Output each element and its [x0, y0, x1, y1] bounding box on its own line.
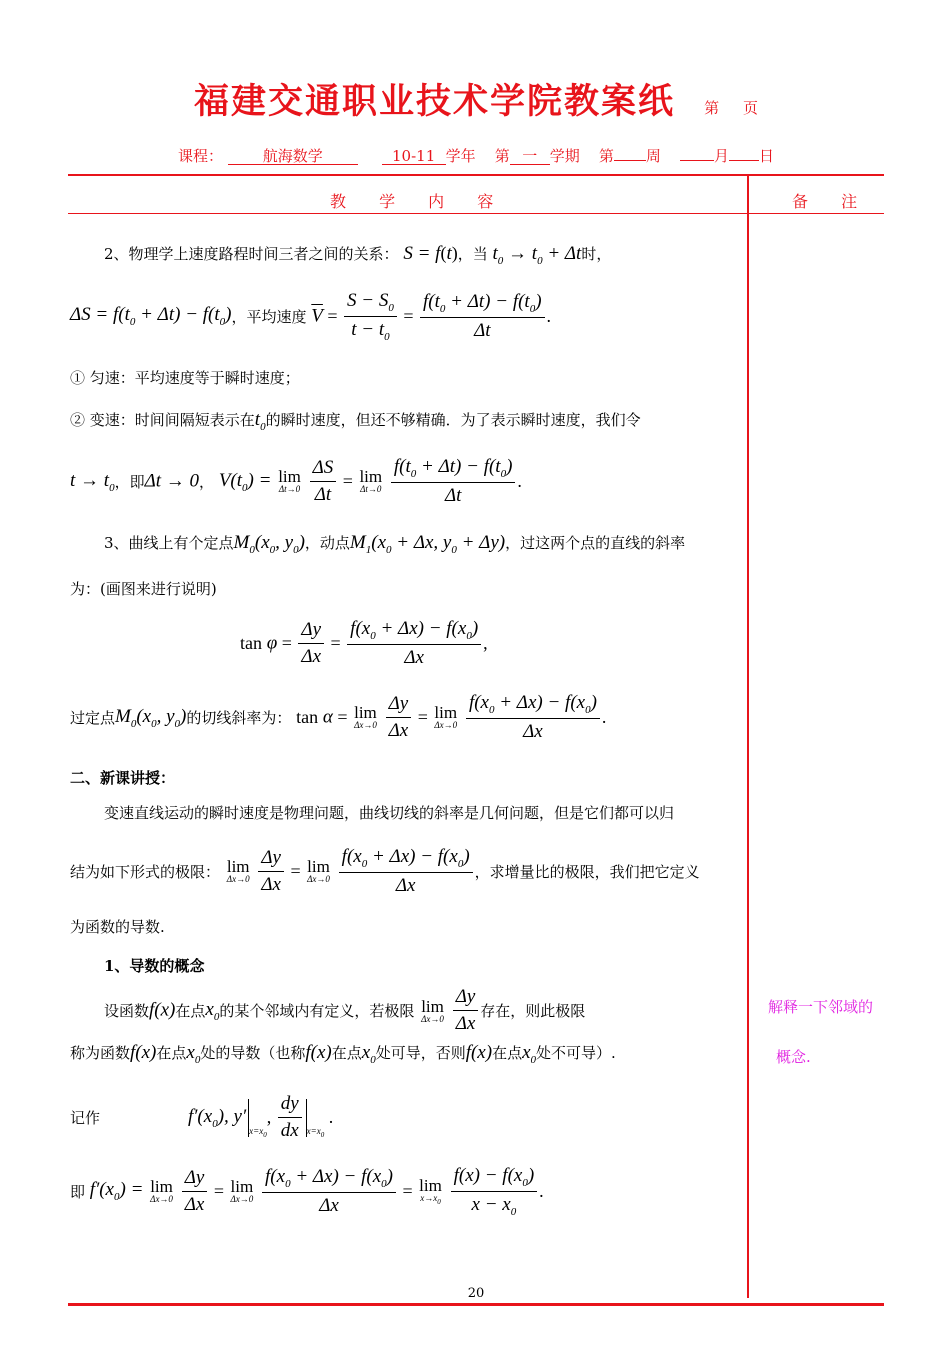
ie-label: ，即	[114, 472, 145, 491]
tangent-text-a: 过定点	[70, 708, 116, 727]
p2-time-text: 时，	[581, 245, 612, 263]
notation-label: 记作	[70, 1109, 101, 1127]
def-text-c: 的某个邻域内有定义，若极限	[219, 1002, 415, 1020]
delta-s-line: $\Delta S = f(t_0 + \Delta t) - f(t_0)$，平均速度 $\overline{V}$ = $\frac{S - S_0}{t - t_0}$ = $\frac{f(t_0 + \Delta t) - f(t_0)}{\Delta t}$ .	[70, 290, 552, 343]
course-name: 航海数学	[228, 148, 358, 165]
day-suffix: 日	[758, 147, 774, 165]
column-divider	[747, 176, 749, 1298]
note-neighborhood-line1: 解释一下邻域的	[768, 998, 874, 1016]
velocity-limit-line: $t \to t_0$，即Δt → 0， $V(t_0)$ = lim Δt→0 $\frac{\Delta S}{\Delta t}$ = lim Δt→0 $\frac{f(t_0 + \Delta t) - f(t_0)}{\Delta t}$ .	[70, 456, 522, 506]
page-label: 第 页	[704, 99, 758, 117]
item2-text-a: ② 变速：时间间隔短表示在	[70, 411, 255, 429]
term-suffix: 学期	[549, 147, 580, 165]
def-text-d: 存在，则此极限	[480, 1002, 586, 1020]
def-text-b: 在点	[175, 1002, 206, 1020]
def-text-a: 设函数	[104, 1002, 150, 1020]
def2-text-e: 处可导，否则	[375, 1044, 466, 1062]
month-blank	[680, 160, 714, 161]
year-suffix: 学年	[445, 147, 476, 165]
para-text-b: 结为如下形式的极限：	[70, 862, 221, 881]
header-top-rule	[68, 174, 884, 176]
fraction-f-over-dt: $\frac{f(t_0 + \Delta t) - f(t_0)}{\Delta t}$	[420, 291, 545, 342]
formula-delta-s: $\Delta S = f(t_0 + \Delta t) - f(t_0)$	[70, 304, 232, 329]
def2-text-g: 处不可导）.	[536, 1044, 616, 1062]
para-line-2: 结为如下形式的极限： lim Δx→0 $\frac{\Delta y}{\Delta x}$ = lim Δx→0 $\frac{f(x_0 + \Delta x) - f(x_0)}{\Delta x}$ ，求增量比的极限，我们把它定义	[70, 846, 700, 896]
fraction-s-over-t: $\frac{S - S_0}{t - t_0}$	[344, 290, 397, 343]
term-value: 一	[510, 148, 550, 165]
para-text-c: ，求增量比的极限，我们把它定义	[474, 862, 700, 881]
notation-formula: $f'(x_0)$, $y'_{x=x_0}$, $\frac{dy}{dx}$ $_{x=x_0}$ .	[188, 1093, 334, 1141]
derivative-definition-formula: 即 $f'(x_0)$ = lim Δx→0 $\frac{\Delta y}{\Delta x}$ = lim Δx→0 $\frac{f(x_0 + \Delta x) - f(x_0)}{\Delta x}$ = lim $x\to x_0$ $\frac{f(x) - f(x_0)}{x - x_0}$ .	[70, 1165, 544, 1218]
header-bottom-rule	[68, 213, 884, 214]
tan-phi-formula: tan φ = $\frac{\Delta y}{\Delta x}$ = $\frac{f(x_0 + \Delta x) - f(x_0)}{\Delta x}$ ,	[240, 618, 488, 668]
page-number: 20	[467, 1286, 485, 1301]
v-bar-symbol: $\overline{V}$	[311, 305, 323, 327]
section-heading-new-lesson: 二、新课讲授：	[70, 769, 176, 787]
m1-point: $M_1(x_0 + \Delta x$, $y_0 + \Delta y$)	[349, 532, 506, 556]
tangent-slope-line: 过定点$M_0(x_0$, $y_0$)的切线斜率为： tan α = lim Δx→0 $\frac{\Delta y}{\Delta x}$ = lim Δx→0 $\frac{f(x_0 + \Delta x) - f(x_0)}{\Delta x}$ .	[70, 692, 607, 742]
def2-text-d: 在点	[331, 1044, 362, 1062]
t0-symbol: $t_0$	[254, 409, 266, 433]
def2-text-b: 在点	[156, 1044, 187, 1062]
p2-line: 2、物理学上速度路程时间三者之间的关系： S = f(t)，当 $t_0 \to t_0 + \Delta t$时，	[104, 243, 612, 267]
item2-text-b: 的瞬时速度，但还不够精确．为了表示瞬时速度，我们令	[265, 411, 641, 429]
week-blank	[614, 160, 646, 161]
content-column-header: 教 学 内 容	[330, 192, 508, 211]
p2-intro-text: 2、物理学上速度路程时间三者之间的关系：	[104, 245, 399, 263]
p3-text-a: 3、曲线上有个定点	[104, 534, 234, 552]
p3-line	[104, 532, 685, 556]
definition-line-2: 称为函数f(x)在点$x_0$处的导数（也称f(x)在点$x_0$处可导，否则f(x)在点$x_0$处不可导）.	[70, 1042, 616, 1066]
p3-text-c: ，过这两个点的直线的斜率	[505, 534, 686, 552]
item-variable	[70, 409, 641, 433]
ie2-label: 即	[70, 1182, 86, 1201]
def2-text-f: 在点	[492, 1044, 523, 1062]
def2-text-a: 称为函数	[70, 1044, 131, 1062]
para-line-3: 为函数的导数.	[70, 918, 165, 936]
p3-line-2: 为：(画图来进行说明)	[70, 580, 217, 598]
term-prefix: 第	[494, 147, 510, 165]
formula-t-approach: $t_0 \to t_0 + \Delta t$	[492, 243, 582, 267]
para-line-1: 变速直线运动的瞬时速度是物理问题，曲线切线的斜率是几何问题，但是它们都可以归	[104, 804, 675, 822]
note-neighborhood-line2: 概念.	[776, 1048, 811, 1066]
definition-line-1: 设函数f(x)在点$x_0$的某个邻域内有定义，若极限 lim Δx→0 $\frac{\Delta y}{\Delta x}$ 存在，则此极限	[104, 986, 586, 1034]
formula-s-eq-ft: S = f	[403, 243, 441, 264]
p3-text-b: ，动点	[304, 534, 350, 552]
document-title: 福建交通职业技术学院教案纸	[194, 81, 676, 122]
course-label: 课程：	[178, 147, 224, 165]
notes-column-header: 备 注	[792, 192, 872, 211]
item-uniform: ① 匀速：平均速度等于瞬时速度；	[70, 369, 300, 387]
def2-text-c: 处的导数（也称	[200, 1044, 306, 1062]
avg-speed-label: ，平均速度	[231, 307, 307, 326]
subsection-heading-derivative: 1、导数的概念	[104, 957, 205, 975]
document-title-row	[0, 74, 952, 124]
day-blank	[729, 160, 759, 161]
m0-point: $M_0(x_0$, $y_0$)	[233, 532, 305, 556]
week-suffix: 周	[645, 147, 661, 165]
month-suffix: 月	[713, 147, 729, 165]
footer-rule	[68, 1303, 884, 1306]
p2-when-text: ，当	[457, 245, 488, 263]
lim-dt: lim Δt→0	[278, 467, 301, 495]
course-info-line	[178, 145, 774, 166]
week-prefix: 第	[598, 147, 614, 165]
school-year: 10-11	[382, 148, 446, 165]
tangent-text-b: 的切线斜率为：	[186, 708, 292, 727]
